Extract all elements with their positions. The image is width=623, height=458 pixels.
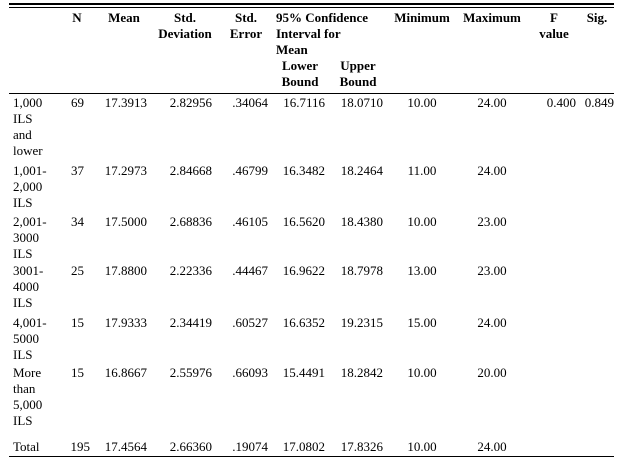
top-rule-inner	[9, 7, 614, 8]
cell-n: 195	[70, 439, 90, 454]
cell-mean: 17.8800	[104, 263, 147, 278]
cell-mean: 17.2973	[104, 163, 147, 178]
cell-std-deviation: 2.34419	[169, 315, 212, 330]
cell-mean: 17.9333	[104, 315, 147, 330]
header-rule	[9, 93, 614, 94]
cell-upper-bound: 18.2464	[340, 163, 383, 178]
cell-n: 34	[71, 214, 84, 229]
cell-minimum: 10.00	[407, 365, 437, 380]
cell-n: 69	[71, 95, 84, 110]
top-rule-outer	[9, 3, 614, 5]
cell-upper-bound: 19.2315	[340, 315, 383, 330]
cell-lower-bound: 16.3482	[282, 163, 325, 178]
row-label: More than 5,000 ILS	[13, 365, 43, 428]
cell-upper-bound: 18.2842	[340, 365, 383, 380]
cell-sig: 0.849	[584, 95, 614, 110]
header-sig: Sig.	[586, 10, 608, 25]
header-lower-bound: Lower Bound	[281, 58, 319, 89]
cell-minimum: 15.00	[407, 315, 437, 330]
cell-std-deviation: 2.22336	[169, 263, 212, 278]
cell-upper-bound: 18.0710	[340, 95, 383, 110]
row-label: 4,001- 5000 ILS	[13, 315, 47, 362]
cell-maximum: 20.00	[477, 365, 507, 380]
cell-maximum: 24.00	[477, 439, 507, 454]
cell-minimum: 13.00	[407, 263, 437, 278]
cell-n: 15	[71, 365, 84, 380]
cell-std-error: .66093	[232, 365, 268, 380]
header-upper-bound: Upper Bound	[339, 58, 377, 89]
header-mean: Mean	[108, 10, 140, 25]
cell-lower-bound: 16.7116	[283, 95, 325, 110]
cell-mean: 17.4564	[104, 439, 147, 454]
cell-minimum: 10.00	[407, 214, 437, 229]
cell-std-error: .60527	[232, 315, 268, 330]
cell-lower-bound: 16.5620	[282, 214, 325, 229]
bottom-rule	[9, 456, 614, 457]
cell-std-error: .46105	[232, 214, 268, 229]
cell-upper-bound: 18.4380	[340, 214, 383, 229]
header-n: N	[72, 10, 82, 25]
cell-maximum: 24.00	[477, 315, 507, 330]
cell-std-deviation: 2.55976	[169, 365, 212, 380]
cell-maximum: 24.00	[477, 95, 507, 110]
cell-mean: 17.3913	[104, 95, 147, 110]
cell-std-error: .34064	[232, 95, 268, 110]
header-std-error: Std. Error	[229, 10, 263, 41]
cell-maximum: 23.00	[477, 214, 507, 229]
cell-std-deviation: 2.84668	[169, 163, 212, 178]
cell-std-deviation: 2.82956	[169, 95, 212, 110]
row-label: 1,000 ILS and lower	[13, 95, 43, 158]
cell-std-error: .44467	[232, 263, 268, 278]
cell-minimum: 11.00	[407, 163, 437, 178]
cell-minimum: 10.00	[407, 439, 437, 454]
cell-lower-bound: 17.0802	[282, 439, 325, 454]
cell-mean: 17.5000	[104, 214, 147, 229]
cell-n: 37	[71, 163, 84, 178]
cell-lower-bound: 16.6352	[282, 315, 325, 330]
cell-std-error: .46799	[232, 163, 268, 178]
cell-f-value: 0.400	[546, 95, 576, 110]
cell-maximum: 24.00	[477, 163, 507, 178]
header-f-value: F value	[539, 10, 569, 41]
header-std-deviation: Std. Deviation	[158, 10, 212, 41]
cell-lower-bound: 15.4491	[282, 365, 325, 380]
cell-std-deviation: 2.68836	[169, 214, 212, 229]
row-label: 3001- 4000 ILS	[13, 263, 44, 310]
row-label: 2,001- 3000 ILS	[13, 214, 47, 261]
cell-lower-bound: 16.9622	[282, 263, 325, 278]
row-label: 1,001- 2,000 ILS	[13, 163, 47, 210]
cell-minimum: 10.00	[407, 95, 437, 110]
cell-std-error: .19074	[232, 439, 268, 454]
header-maximum: Maximum	[463, 10, 521, 25]
cell-maximum: 23.00	[477, 263, 507, 278]
cell-n: 25	[71, 263, 84, 278]
row-label: Total	[13, 439, 40, 454]
header-confidence-interval: 95% Confidence Interval for Mean	[276, 10, 369, 57]
cell-n: 15	[71, 315, 84, 330]
cell-upper-bound: 17.8326	[340, 439, 383, 454]
cell-mean: 16.8667	[104, 365, 147, 380]
header-minimum: Minimum	[394, 10, 450, 25]
cell-std-deviation: 2.66360	[169, 439, 212, 454]
cell-upper-bound: 18.7978	[340, 263, 383, 278]
